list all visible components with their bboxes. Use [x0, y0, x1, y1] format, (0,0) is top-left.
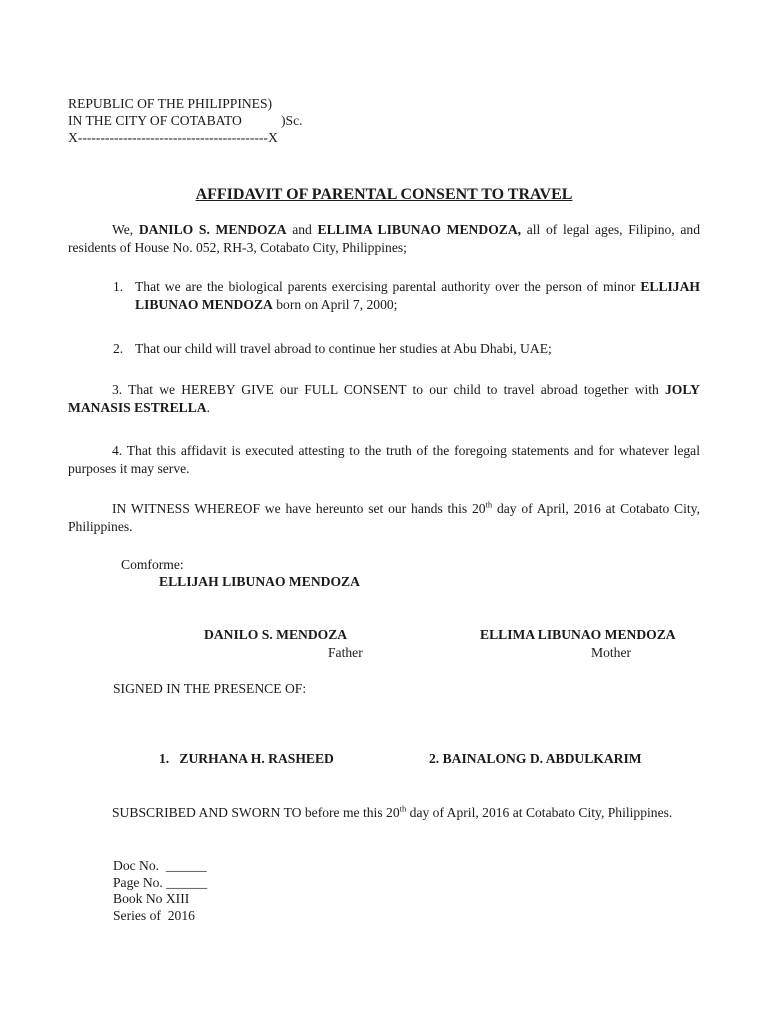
- intro-paragraph: [68, 221, 700, 258]
- witness-pre: IN WITNESS WHEREOF we have hereunto set our hands this 20: [112, 501, 486, 516]
- father-name: DANILO S. MENDOZA: [204, 627, 348, 642]
- item1-paragraph: [135, 278, 700, 315]
- header-sc: )Sc.: [281, 113, 303, 128]
- notary-book: Book No XIII: [113, 891, 190, 906]
- item2-text: That our child will travel abroad to continue her studies at Abu Dhabi, UAE;: [135, 341, 552, 356]
- witness-post: day of April, 2016 at Cotabato City, Philippines.: [68, 501, 700, 535]
- item4-text: 4. That this affidavit is executed attesting to the truth of the foregoing statements and for whatever legal purposes it may serve.: [68, 443, 700, 477]
- item3-end: .: [206, 400, 211, 416]
- subscribed-paragraph: [68, 804, 700, 822]
- header-city-label: IN THE CITY OF COTABATO: [68, 113, 242, 128]
- witness-two: 2. BAINALONG D. ABDULKARIM: [429, 751, 642, 766]
- intro-and: and: [292, 222, 312, 237]
- intro-rest: all of legal ages, Filipino, and residents of House No. 052, RH-3, Cotabato City, Philippines;: [68, 222, 700, 256]
- item3-companion: JOLY MANASIS ESTRELLA: [68, 382, 700, 416]
- mother-name: ELLIMA LIBUNAO MENDOZA: [480, 627, 676, 642]
- notary-doc: Doc No. ______: [113, 858, 207, 873]
- intro-name-father: DANILO S. MENDOZA: [138, 222, 287, 237]
- presence-label: SIGNED IN THE PRESENCE OF:: [113, 681, 307, 696]
- witness-one: 1. ZURHANA H. RASHEED: [159, 751, 334, 766]
- item1-number: 1.: [113, 279, 124, 294]
- notary-block: [113, 858, 207, 924]
- header-divider: X------------------------------------------X: [68, 130, 278, 145]
- intro-name-mother: ELLIMA LIBUNAO MENDOZA,: [317, 222, 522, 237]
- subscribed-post: day of April, 2016 at Cotabato City, Philippines.: [409, 805, 673, 820]
- item4-paragraph: [68, 442, 700, 479]
- header-republic: REPUBLIC OF THE PHILIPPINES): [68, 96, 273, 111]
- item3-text: 3. That we HEREBY GIVE our FULL CONSENT to our child to travel abroad together with: [112, 382, 659, 397]
- item1-text: That we are the biological parents exercising parental authority over the person of minor: [135, 279, 636, 294]
- item2-number: 2.: [113, 341, 124, 356]
- intro-we: We,: [112, 222, 134, 237]
- item1-minor-name: ELLIJAH LIBUNAO MENDOZA: [135, 279, 700, 313]
- witness-sup: th: [485, 499, 493, 510]
- conforme-label: Comforme:: [121, 557, 184, 572]
- subscribed-sup: th: [399, 803, 407, 814]
- father-role: Father: [328, 645, 363, 660]
- document-title: AFFIDAVIT OF PARENTAL CONSENT TO TRAVEL: [195, 186, 573, 203]
- notary-page: Page No. ______: [113, 874, 208, 890]
- item1-born: born on April 7, 2000;: [276, 297, 398, 313]
- item3-paragraph: [68, 381, 700, 418]
- conforme-name: ELLIJAH LIBUNAO MENDOZA: [159, 574, 360, 589]
- notary-series: Series of 2016: [113, 907, 195, 923]
- witness-paragraph: [68, 500, 700, 537]
- header-city: [68, 112, 242, 130]
- subscribed-pre: SUBSCRIBED AND SWORN TO before me this 20: [112, 805, 400, 820]
- mother-role: Mother: [591, 645, 632, 660]
